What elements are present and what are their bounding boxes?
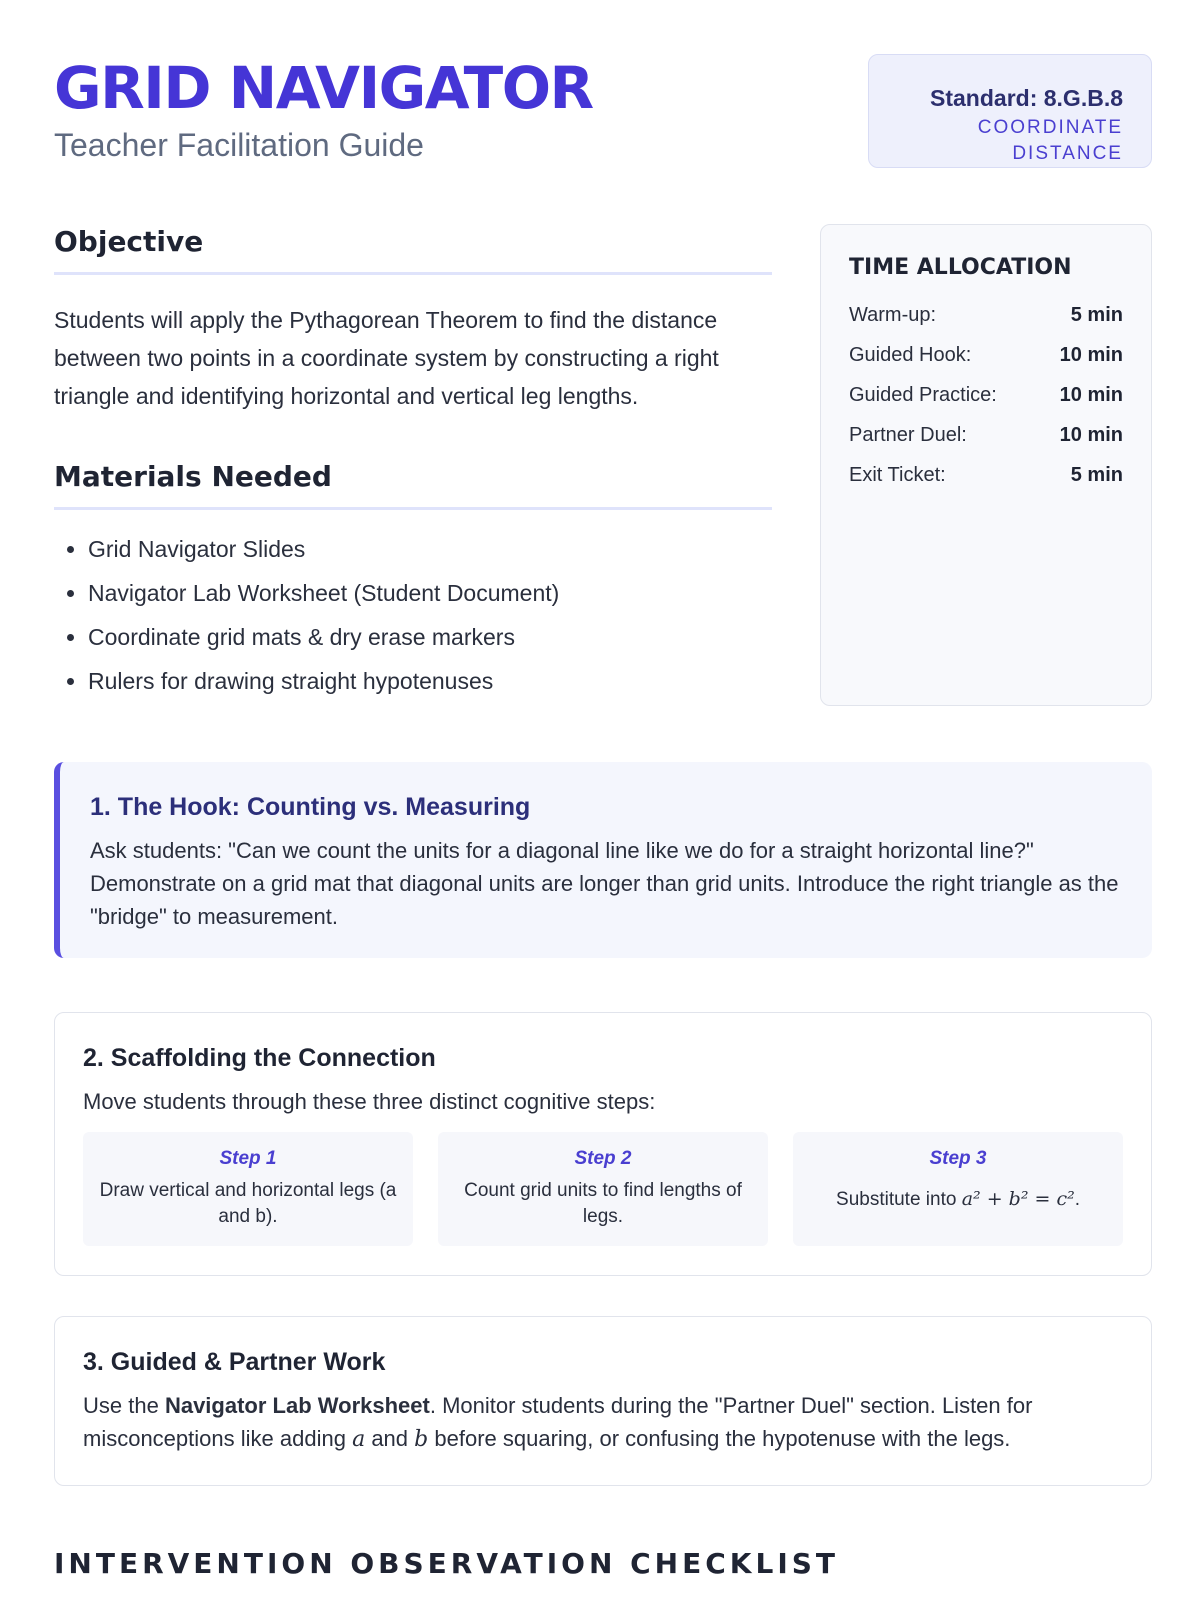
step-label: Step 3 <box>929 1148 987 1169</box>
step-text: Count grid units to find lengths of legs. <box>464 1180 742 1227</box>
step-card <box>793 1132 1123 1246</box>
step-card <box>438 1132 768 1246</box>
standard-topic: COORDINATE DISTANCE <box>977 117 1123 164</box>
time-row <box>849 415 1123 455</box>
materials-heading: Materials Needed <box>54 459 772 510</box>
page-title: GRID NAVIGATOR <box>54 54 593 122</box>
guided-heading: 3. Guided & Partner Work <box>83 1348 386 1376</box>
standard-code: Standard: 8.G.B.8 <box>930 85 1123 111</box>
step-text: Draw vertical and horizontal legs (a and b). <box>99 1180 397 1227</box>
time-label: Partner Duel: <box>849 423 967 446</box>
time-value: 5 min <box>1070 463 1123 486</box>
time-row <box>849 455 1123 495</box>
guided-text-part: before squaring, or confusing the hypotenuse with the legs. <box>434 1426 1011 1451</box>
standard-badge <box>868 54 1152 168</box>
materials-list <box>54 534 772 696</box>
list-item: • Rulers for drawing straight hypotenuses <box>88 666 772 696</box>
guided-text-part: and <box>371 1426 409 1451</box>
list-item: • Navigator Lab Worksheet (Student Document) <box>88 578 772 608</box>
left-column <box>54 224 772 710</box>
pythagorean-formula: a² + b² = c² <box>961 1188 1075 1210</box>
hook-text: Ask students: "Can we count the units for a diagonal line like we do for a straight horizontal line?" Demonstrate on a grid mat that diagonal units are longer than grid units. Introduce the right triangle as the "bridge" to measurement. <box>90 838 1119 929</box>
time-label: Warm-up: <box>849 303 937 326</box>
time-value: 10 min <box>1059 343 1123 366</box>
objective-text: Students will apply the Pythagorean Theorem to find the distance between two points in a coordinate system by constructing a right triangle and identifying horizontal and vertical leg lengths. <box>54 307 719 409</box>
time-value: 5 min <box>1070 303 1123 326</box>
scaffolding-intro: Move students through these three distinct cognitive steps: <box>83 1089 656 1114</box>
variable-b: b <box>414 1427 429 1452</box>
scaffolding-heading: 2. Scaffolding the Connection <box>83 1044 436 1072</box>
time-value: 10 min <box>1059 423 1123 446</box>
guided-text-part: Use the <box>83 1393 159 1418</box>
step-text-suffix: . <box>1074 1189 1080 1210</box>
variable-a: a <box>352 1427 366 1452</box>
time-label: Guided Hook: <box>849 343 972 366</box>
steps-row <box>83 1132 1123 1246</box>
step-card <box>83 1132 413 1246</box>
list-item: • Grid Navigator Slides <box>88 534 772 564</box>
list-item: • Coordinate grid mats & dry erase markers <box>88 622 772 652</box>
hook-section <box>54 762 1152 958</box>
time-label: Exit Ticket: <box>849 463 946 486</box>
time-value: 10 min <box>1059 383 1123 406</box>
page <box>54 0 1152 1600</box>
time-label: Guided Practice: <box>849 383 997 406</box>
time-row <box>849 295 1123 335</box>
checklist-heading: INTERVENTION OBSERVATION CHECKLIST <box>54 1547 840 1580</box>
header <box>54 54 1152 174</box>
guided-text <box>83 1389 1123 1456</box>
time-allocation-heading: TIME ALLOCATION <box>849 255 1072 280</box>
step-label: Step 1 <box>219 1148 277 1169</box>
worksheet-name: Navigator Lab Worksheet <box>164 1393 430 1418</box>
objective-heading: Objective <box>54 224 772 275</box>
step-text <box>807 1186 1109 1213</box>
scaffolding-section <box>54 1012 1152 1276</box>
guided-text-part: . Monitor students during the "Partner Duel" section. Listen for misconceptions like adding <box>83 1393 1033 1451</box>
step-label: Step 2 <box>574 1148 632 1169</box>
page-subtitle: Teacher Facilitation Guide <box>54 127 424 163</box>
step-text-prefix: Substitute into <box>836 1189 957 1210</box>
time-allocation-panel <box>820 224 1152 706</box>
guided-work-section <box>54 1316 1152 1486</box>
time-row <box>849 375 1123 415</box>
hook-heading: 1. The Hook: Counting vs. Measuring <box>90 793 531 821</box>
time-row <box>849 335 1123 375</box>
